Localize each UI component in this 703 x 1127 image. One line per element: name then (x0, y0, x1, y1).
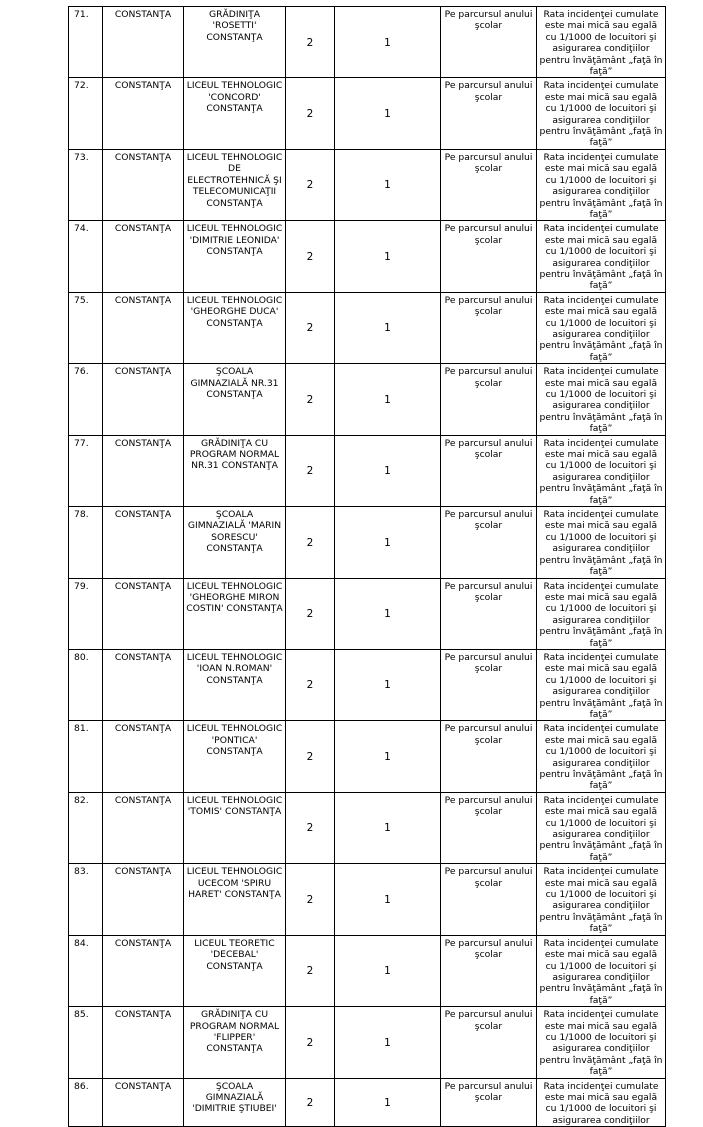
value-b-cell: 1 (335, 792, 441, 863)
condition-cell: Rata incidenţei cumulate este mai mică sau egală cu 1/1000 de locuitori şi asigurarea condiţiilor pentru învăţământ „faţă în faţă” (537, 364, 666, 435)
school-name-cell: ŞCOALA GIMNAZIALĂ 'MARIN SORESCU' CONSTANŢA (184, 507, 286, 578)
value-b-cell: 1 (335, 649, 441, 720)
row-number: 84. (69, 935, 103, 1006)
row-number: 80. (69, 649, 103, 720)
condition-cell: Rata incidenţei cumulate este mai mică sau egală cu 1/1000 de locuitori şi asigurarea condiţiilor pentru învăţământ „faţă în faţă” (537, 721, 666, 792)
value-a-cell: 2 (286, 292, 335, 363)
table-row (69, 149, 666, 220)
value-a-cell: 2 (286, 721, 335, 792)
table-row (69, 1078, 666, 1127)
table-row (69, 649, 666, 720)
condition-cell: Rata incidenţei cumulate este mai mică sau egală cu 1/1000 de locuitori şi asigurarea condiţiilor pentru învăţământ „faţă în faţă” (537, 292, 666, 363)
county-cell: CONSTANŢA (103, 435, 184, 506)
row-number: 79. (69, 578, 103, 649)
value-b-cell: 1 (335, 435, 441, 506)
value-b-cell: 1 (335, 864, 441, 935)
table-row (69, 507, 666, 578)
period-cell: Pe parcursul anului şcolar (441, 578, 537, 649)
row-number: 85. (69, 1007, 103, 1078)
county-cell: CONSTANŢA (103, 1078, 184, 1127)
value-a-cell: 2 (286, 935, 335, 1006)
schools-table (68, 6, 666, 1127)
school-name-cell: GRĂDINIŢA 'ROSETTI' CONSTANŢA (184, 7, 286, 78)
condition-cell: Rata incidenţei cumulate este mai mică sau egală cu 1/1000 de locuitori şi asigurarea condiţiilor pentru învăţământ „faţă în faţă” (537, 1007, 666, 1078)
period-cell: Pe parcursul anului şcolar (441, 435, 537, 506)
condition-cell: Rata incidenţei cumulate este mai mică sau egală cu 1/1000 de locuitori şi asigurarea condiţiilor pentru învăţământ „faţă în faţă” (537, 935, 666, 1006)
table-row (69, 78, 666, 149)
value-a-cell: 2 (286, 7, 335, 78)
period-cell: Pe parcursul anului şcolar (441, 78, 537, 149)
table-row (69, 935, 666, 1006)
table-row (69, 364, 666, 435)
value-a-cell: 2 (286, 78, 335, 149)
row-number: 81. (69, 721, 103, 792)
row-number: 86. (69, 1078, 103, 1127)
school-name-cell: LICEUL TEHNOLOGIC 'DIMITRIE LEONIDA' CONSTANŢA (184, 221, 286, 292)
table-row (69, 1007, 666, 1078)
table-row (69, 435, 666, 506)
county-cell: CONSTANŢA (103, 7, 184, 78)
county-cell: CONSTANŢA (103, 364, 184, 435)
condition-cell: Rata incidenţei cumulate este mai mică sau egală cu 1/1000 de locuitori şi asigurarea condiţiilor pentru învăţământ „faţă în faţă” (537, 649, 666, 720)
school-name-cell: LICEUL TEHNOLOGIC DE ELECTROTEHNICĂ ŞI TELECOMUNICAŢII CONSTANŢA (184, 149, 286, 220)
condition-cell: Rata incidenţei cumulate este mai mică sau egală cu 1/1000 de locuitori şi asigurarea condiţiilor pentru învăţământ „faţă în faţă” (537, 578, 666, 649)
table-row (69, 292, 666, 363)
period-cell: Pe parcursul anului şcolar (441, 7, 537, 78)
school-name-cell: GRĂDINIŢA CU PROGRAM NORMAL 'FLIPPER' CONSTANŢA (184, 1007, 286, 1078)
county-cell: CONSTANŢA (103, 721, 184, 792)
condition-cell: Rata incidenţei cumulate este mai mică sau egală cu 1/1000 de locuitori şi asigurarea condiţiilor pentru învăţământ „faţă în faţă” (537, 864, 666, 935)
school-name-cell: LICEUL TEHNOLOGIC 'GHEORGHE MIRON COSTIN' CONSTANŢA (184, 578, 286, 649)
value-a-cell: 2 (286, 1007, 335, 1078)
row-number: 77. (69, 435, 103, 506)
value-a-cell: 2 (286, 864, 335, 935)
condition-cell: Rata incidenţei cumulate este mai mică sau egală cu 1/1000 de locuitori şi asigurarea condiţiilor pentru învăţământ „faţă în faţă” (537, 78, 666, 149)
period-cell: Pe parcursul anului şcolar (441, 1007, 537, 1078)
school-name-cell: LICEUL TEHNOLOGIC 'GHEORGHE DUCA' CONSTANŢA (184, 292, 286, 363)
school-name-cell: LICEUL TEHNOLOGIC 'IOAN N.ROMAN' CONSTANŢA (184, 649, 286, 720)
table-row (69, 792, 666, 863)
row-number: 78. (69, 507, 103, 578)
table-row (69, 221, 666, 292)
condition-cell: Rata incidenţei cumulate este mai mică sau egală cu 1/1000 de locuitori şi asigurarea condiţiilor (537, 1078, 666, 1127)
table-row (69, 578, 666, 649)
period-cell: Pe parcursul anului şcolar (441, 864, 537, 935)
row-number: 74. (69, 221, 103, 292)
condition-cell: Rata incidenţei cumulate este mai mică sau egală cu 1/1000 de locuitori şi asigurarea condiţiilor pentru învăţământ „faţă în faţă” (537, 435, 666, 506)
value-b-cell: 1 (335, 1007, 441, 1078)
period-cell: Pe parcursul anului şcolar (441, 364, 537, 435)
period-cell: Pe parcursul anului şcolar (441, 721, 537, 792)
value-a-cell: 2 (286, 578, 335, 649)
row-number: 71. (69, 7, 103, 78)
school-name-cell: LICEUL TEHNOLOGIC 'CONCORD' CONSTANŢA (184, 78, 286, 149)
value-a-cell: 2 (286, 792, 335, 863)
value-b-cell: 1 (335, 1078, 441, 1127)
row-number: 83. (69, 864, 103, 935)
value-a-cell: 2 (286, 435, 335, 506)
value-b-cell: 1 (335, 78, 441, 149)
table-row (69, 864, 666, 935)
period-cell: Pe parcursul anului şcolar (441, 1078, 537, 1127)
condition-cell: Rata incidenţei cumulate este mai mică sau egală cu 1/1000 de locuitori şi asigurarea condiţiilor pentru învăţământ „faţă în faţă” (537, 7, 666, 78)
county-cell: CONSTANŢA (103, 149, 184, 220)
row-number: 75. (69, 292, 103, 363)
value-a-cell: 2 (286, 507, 335, 578)
school-name-cell: ŞCOALA GIMNAZIALĂ 'DIMITRIE ŞTIUBEI' (184, 1078, 286, 1127)
row-number: 76. (69, 364, 103, 435)
county-cell: CONSTANŢA (103, 649, 184, 720)
value-b-cell: 1 (335, 578, 441, 649)
period-cell: Pe parcursul anului şcolar (441, 292, 537, 363)
county-cell: CONSTANŢA (103, 292, 184, 363)
period-cell: Pe parcursul anului şcolar (441, 149, 537, 220)
table-row (69, 721, 666, 792)
school-name-cell: LICEUL TEHNOLOGIC 'TOMIS' CONSTANŢA (184, 792, 286, 863)
value-b-cell: 1 (335, 292, 441, 363)
school-name-cell: LICEUL TEHNOLOGIC UCECOM 'SPIRU HARET' CONSTANŢA (184, 864, 286, 935)
county-cell: CONSTANŢA (103, 578, 184, 649)
value-b-cell: 1 (335, 364, 441, 435)
condition-cell: Rata incidenţei cumulate este mai mică sau egală cu 1/1000 de locuitori şi asigurarea condiţiilor pentru învăţământ „faţă în faţă” (537, 507, 666, 578)
school-name-cell: GRĂDINIŢA CU PROGRAM NORMAL NR.31 CONSTANŢA (184, 435, 286, 506)
period-cell: Pe parcursul anului şcolar (441, 649, 537, 720)
value-b-cell: 1 (335, 221, 441, 292)
school-name-cell: LICEUL TEORETIC 'DECEBAL' CONSTANŢA (184, 935, 286, 1006)
county-cell: CONSTANŢA (103, 935, 184, 1006)
county-cell: CONSTANŢA (103, 1007, 184, 1078)
value-b-cell: 1 (335, 721, 441, 792)
value-b-cell: 1 (335, 7, 441, 78)
table-row (69, 7, 666, 78)
table-body (69, 7, 666, 1127)
school-name-cell: ŞCOALA GIMNAZIALĂ NR.31 CONSTANŢA (184, 364, 286, 435)
row-number: 82. (69, 792, 103, 863)
value-b-cell: 1 (335, 149, 441, 220)
value-a-cell: 2 (286, 149, 335, 220)
county-cell: CONSTANŢA (103, 792, 184, 863)
row-number: 72. (69, 78, 103, 149)
value-a-cell: 2 (286, 1078, 335, 1127)
condition-cell: Rata incidenţei cumulate este mai mică sau egală cu 1/1000 de locuitori şi asigurarea condiţiilor pentru învăţământ „faţă în faţă” (537, 792, 666, 863)
value-a-cell: 2 (286, 221, 335, 292)
value-a-cell: 2 (286, 364, 335, 435)
county-cell: CONSTANŢA (103, 221, 184, 292)
county-cell: CONSTANŢA (103, 78, 184, 149)
period-cell: Pe parcursul anului şcolar (441, 792, 537, 863)
value-b-cell: 1 (335, 935, 441, 1006)
period-cell: Pe parcursul anului şcolar (441, 221, 537, 292)
county-cell: CONSTANŢA (103, 864, 184, 935)
row-number: 73. (69, 149, 103, 220)
condition-cell: Rata incidenţei cumulate este mai mică sau egală cu 1/1000 de locuitori şi asigurarea condiţiilor pentru învăţământ „faţă în faţă” (537, 221, 666, 292)
school-name-cell: LICEUL TEHNOLOGIC 'PONTICA' CONSTANŢA (184, 721, 286, 792)
county-cell: CONSTANŢA (103, 507, 184, 578)
period-cell: Pe parcursul anului şcolar (441, 935, 537, 1006)
condition-cell: Rata incidenţei cumulate este mai mică sau egală cu 1/1000 de locuitori şi asigurarea condiţiilor pentru învăţământ „faţă în faţă” (537, 149, 666, 220)
period-cell: Pe parcursul anului şcolar (441, 507, 537, 578)
value-a-cell: 2 (286, 649, 335, 720)
value-b-cell: 1 (335, 507, 441, 578)
